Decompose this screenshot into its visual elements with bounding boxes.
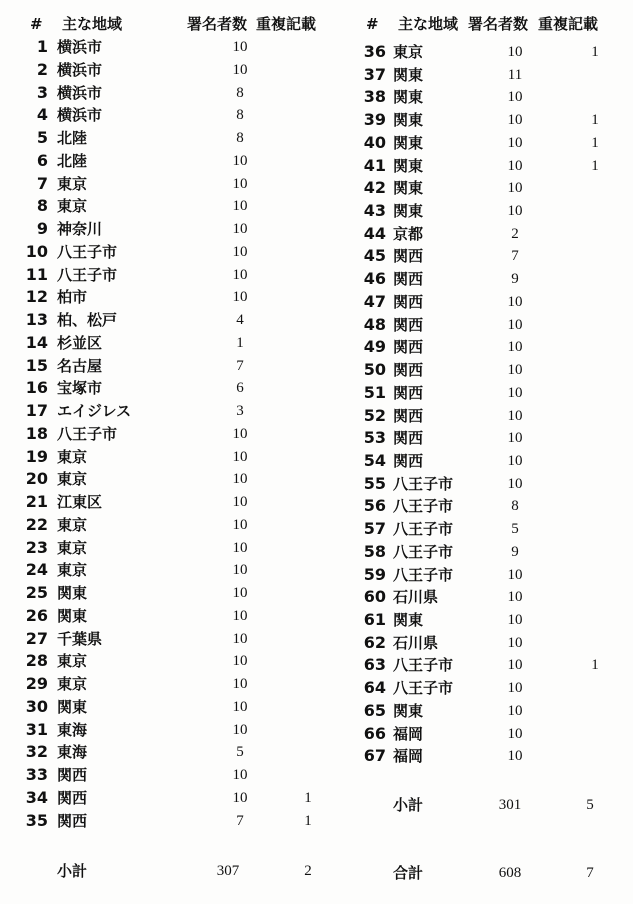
row-number: 17 — [25, 401, 48, 420]
row-number: 15 — [25, 355, 48, 375]
grand-total-signers: 608 — [498, 865, 522, 881]
row-duplicate — [296, 764, 320, 786]
row-number: 67 — [363, 746, 386, 766]
row-duplicate — [296, 127, 320, 149]
row-duplicate — [296, 719, 320, 741]
row-region: 関西 — [393, 247, 424, 266]
row-signers: 10 — [232, 516, 248, 533]
row-signers: 10 — [232, 425, 248, 442]
row-region: 名古屋 — [57, 356, 103, 375]
row-signers: 5 — [236, 744, 244, 761]
row-signers: 10 — [507, 293, 523, 310]
row-duplicate — [296, 537, 320, 559]
row-signers: 10 — [232, 653, 248, 670]
row-signers: 10 — [232, 39, 248, 55]
row-region: 石川県 — [393, 633, 439, 652]
row-number: 37 — [363, 64, 386, 84]
row-signers: 10 — [507, 384, 523, 401]
right-subtotal-signers: 301 — [498, 797, 522, 813]
row-signers: 10 — [232, 676, 248, 692]
row-duplicate: 1 — [304, 789, 312, 806]
row-signers: 10 — [232, 289, 248, 306]
row-region: 千葉県 — [57, 629, 103, 648]
row-duplicate — [583, 677, 607, 699]
row-signers: 10 — [232, 175, 248, 192]
row-region: 関西 — [393, 270, 424, 289]
row-region: 八王子市 — [393, 679, 454, 698]
row-number: 49 — [363, 337, 386, 357]
row-region: 柏、松戸 — [57, 311, 118, 329]
row-signers: 10 — [507, 748, 523, 765]
row-number: 14 — [25, 332, 48, 352]
row-region: 関西 — [393, 383, 424, 402]
row-number: 56 — [363, 496, 386, 516]
row-number: 35 — [25, 810, 48, 830]
row-number: 12 — [25, 287, 48, 307]
row-signers: 10 — [232, 585, 248, 601]
row-region: 京都 — [393, 224, 424, 243]
row-number: 7 — [36, 173, 48, 193]
row-duplicate — [583, 473, 607, 495]
row-region: エイジレス — [57, 402, 132, 420]
row-number: 62 — [363, 632, 386, 652]
row-duplicate — [583, 405, 607, 427]
row-duplicate — [296, 82, 320, 104]
row-duplicate — [583, 359, 607, 381]
row-duplicate: 1 — [591, 112, 599, 129]
row-signers: 2 — [511, 225, 519, 242]
row-number: 28 — [25, 651, 48, 671]
row-signers: 10 — [507, 702, 523, 719]
row-region: 江東区 — [57, 493, 103, 511]
row-number: 51 — [363, 382, 386, 402]
row-number: 48 — [363, 314, 386, 334]
row-region: 関東 — [393, 179, 424, 198]
row-signers: 10 — [507, 430, 523, 447]
row-region: 関西 — [57, 766, 88, 784]
row-region: 福岡 — [393, 747, 424, 766]
row-number: 43 — [363, 201, 386, 221]
row-number: 26 — [25, 605, 48, 625]
row-duplicate — [583, 700, 607, 722]
row-number: 6 — [36, 150, 48, 170]
row-duplicate — [583, 427, 607, 449]
row-signers: 7 — [511, 248, 519, 265]
row-region: 八王子市 — [393, 497, 454, 516]
row-duplicate — [296, 264, 320, 286]
right-header-region: 主な地域 — [398, 15, 459, 33]
row-number: 24 — [25, 560, 48, 580]
row-number: 55 — [363, 473, 386, 493]
row-number: 45 — [363, 246, 386, 266]
row-region: 柏市 — [57, 288, 88, 307]
row-duplicate — [583, 268, 607, 290]
row-duplicate — [296, 241, 320, 263]
row-number: 36 — [363, 42, 386, 61]
left-subtotal-signers: 307 — [216, 863, 240, 879]
row-signers: 8 — [236, 130, 244, 146]
row-duplicate — [296, 650, 320, 672]
row-number: 39 — [363, 110, 386, 130]
row-signers: 7 — [236, 812, 244, 829]
row-region: 八王子市 — [57, 265, 118, 284]
row-number: 4 — [36, 105, 48, 125]
row-signers: 10 — [507, 134, 523, 151]
row-duplicate — [583, 177, 607, 199]
left-subtotal-dup: 2 — [304, 863, 312, 879]
row-signers: 9 — [511, 543, 519, 560]
row-number: 18 — [25, 423, 48, 443]
row-duplicate — [296, 355, 320, 377]
row-number: 27 — [25, 628, 48, 648]
row-number: 50 — [363, 360, 386, 380]
row-region: 関西 — [393, 315, 424, 334]
row-signers: 8 — [511, 498, 519, 515]
row-duplicate — [296, 400, 320, 422]
row-number: 54 — [363, 450, 386, 470]
row-region: 八王子市 — [393, 474, 454, 493]
row-signers: 8 — [236, 107, 244, 124]
row-region: 東京 — [57, 538, 88, 557]
row-duplicate — [296, 150, 320, 172]
row-number: 57 — [363, 519, 386, 539]
row-duplicate — [296, 36, 320, 58]
row-region: 関東 — [393, 88, 424, 107]
row-number: 34 — [25, 787, 48, 807]
row-duplicate — [296, 628, 320, 650]
row-number: 31 — [25, 719, 48, 739]
row-signers: 10 — [507, 612, 523, 628]
row-number: 2 — [36, 59, 48, 79]
row-region: 関東 — [393, 202, 424, 221]
row-region: 東京 — [57, 447, 88, 466]
row-number: 16 — [25, 378, 48, 398]
row-signers: 10 — [507, 657, 523, 674]
row-region: 関東 — [393, 65, 424, 84]
row-duplicate — [296, 104, 320, 126]
row-signers: 10 — [507, 44, 523, 60]
row-region: 八王子市 — [57, 424, 118, 443]
row-signers: 10 — [232, 243, 248, 260]
row-signers: 10 — [507, 157, 523, 174]
row-signers: 10 — [232, 562, 248, 579]
row-number: 58 — [363, 541, 386, 561]
row-duplicate — [583, 495, 607, 517]
row-number: 33 — [25, 765, 48, 784]
row-duplicate — [583, 745, 607, 767]
row-number: 52 — [363, 405, 386, 425]
row-signers: 10 — [232, 607, 248, 624]
row-duplicate — [296, 377, 320, 399]
right-header-no: # — [366, 15, 379, 33]
row-duplicate — [296, 605, 320, 627]
row-duplicate — [583, 450, 607, 472]
row-number: 21 — [25, 492, 48, 511]
row-region: 東京 — [57, 197, 88, 216]
row-region: 八王子市 — [393, 656, 454, 675]
row-number: 44 — [363, 223, 386, 243]
row-duplicate — [296, 741, 320, 763]
row-number: 53 — [363, 428, 386, 448]
row-duplicate — [296, 423, 320, 445]
row-signers: 10 — [507, 362, 523, 379]
row-duplicate — [296, 491, 320, 513]
row-region: 関東 — [57, 584, 88, 602]
row-signers: 10 — [507, 566, 523, 583]
row-region: 関西 — [393, 338, 424, 357]
row-region: 横浜市 — [57, 83, 103, 102]
row-duplicate — [296, 309, 320, 331]
row-duplicate — [296, 468, 320, 490]
row-number: 22 — [25, 514, 48, 534]
row-signers: 10 — [232, 494, 248, 510]
row-duplicate: 1 — [591, 134, 599, 151]
row-number: 13 — [25, 310, 48, 329]
row-signers: 10 — [507, 407, 523, 424]
row-duplicate — [296, 195, 320, 217]
row-number: 8 — [36, 196, 48, 216]
row-duplicate — [583, 723, 607, 745]
row-region: 北陸 — [57, 151, 88, 170]
row-signers: 10 — [232, 539, 248, 556]
row-signers: 10 — [507, 589, 523, 606]
row-region: 関西 — [393, 429, 424, 448]
row-region: 福岡 — [393, 724, 424, 743]
left-header-region: 主な地域 — [62, 15, 123, 33]
row-signers: 10 — [232, 630, 248, 647]
row-number: 20 — [25, 469, 48, 489]
row-duplicate — [583, 541, 607, 563]
row-duplicate — [583, 564, 607, 586]
row-region: 八王子市 — [393, 565, 454, 584]
row-region: 八王子市 — [57, 242, 118, 261]
row-number: 42 — [363, 178, 386, 198]
row-number: 9 — [36, 219, 48, 238]
row-signers: 1 — [236, 334, 244, 351]
row-region: 関東 — [393, 701, 424, 720]
row-signers: 5 — [511, 521, 519, 538]
row-signers: 10 — [507, 634, 523, 651]
row-number: 61 — [363, 610, 386, 629]
row-region: 八王子市 — [393, 542, 454, 561]
row-number: 10 — [25, 241, 48, 261]
row-duplicate — [296, 673, 320, 695]
row-number: 65 — [363, 700, 386, 720]
row-signers: 10 — [232, 266, 248, 283]
row-region: 東京 — [57, 515, 88, 534]
row-signers: 10 — [232, 198, 248, 215]
row-number: 41 — [363, 155, 386, 175]
row-number: 47 — [363, 291, 386, 311]
row-duplicate — [296, 514, 320, 536]
row-signers: 10 — [232, 448, 248, 465]
row-signers: 10 — [232, 789, 248, 806]
row-duplicate — [583, 314, 607, 336]
row-duplicate — [583, 382, 607, 404]
row-signers: 10 — [507, 89, 523, 106]
right-header-signers: 署名者数 — [468, 15, 529, 33]
row-duplicate: 1 — [591, 657, 599, 674]
row-number: 60 — [363, 587, 386, 607]
row-number: 63 — [363, 655, 386, 675]
row-region: 関東 — [393, 156, 424, 175]
row-number: 3 — [36, 82, 48, 102]
row-duplicate — [296, 332, 320, 354]
left-header-no: # — [30, 15, 43, 33]
row-signers: 10 — [507, 203, 523, 220]
row-number: 25 — [25, 583, 48, 602]
row-duplicate — [583, 223, 607, 245]
row-duplicate — [583, 336, 607, 358]
row-number: 29 — [25, 674, 48, 693]
row-duplicate — [296, 559, 320, 581]
row-region: 東京 — [57, 652, 88, 671]
row-signers: 10 — [232, 471, 248, 488]
row-duplicate — [296, 696, 320, 718]
row-region: 関西 — [393, 292, 424, 311]
row-number: 23 — [25, 537, 48, 557]
row-region: 関西 — [57, 788, 88, 807]
row-duplicate — [583, 609, 607, 631]
row-region: 関東 — [393, 133, 424, 152]
row-region: 横浜市 — [57, 106, 103, 125]
grand-total-label: 合計 — [393, 864, 424, 882]
row-duplicate — [583, 200, 607, 222]
row-duplicate — [583, 291, 607, 313]
row-duplicate — [583, 632, 607, 654]
row-signers: 3 — [236, 403, 244, 419]
row-region: 東京 — [57, 675, 88, 693]
row-region: 関西 — [393, 451, 424, 470]
row-number: 38 — [363, 87, 386, 107]
row-region: 東海 — [57, 720, 88, 739]
row-duplicate: 1 — [591, 157, 599, 174]
row-number: 19 — [25, 446, 48, 466]
row-signers: 10 — [507, 316, 523, 333]
row-duplicate — [296, 446, 320, 468]
row-signers: 10 — [507, 452, 523, 469]
row-number: 64 — [363, 678, 386, 698]
row-region: 関東 — [57, 606, 88, 625]
right-subtotal-dup: 5 — [586, 797, 594, 813]
row-region: 杉並区 — [57, 333, 103, 352]
row-region: 関西 — [393, 361, 424, 380]
row-signers: 10 — [232, 698, 248, 715]
grand-total-dup: 7 — [586, 865, 594, 881]
row-signers: 10 — [507, 725, 523, 742]
row-signers: 10 — [507, 180, 523, 197]
row-number: 5 — [36, 128, 48, 147]
row-duplicate — [296, 286, 320, 308]
row-region: 東京 — [57, 561, 88, 580]
left-header-dup: 重複記載 — [256, 15, 317, 33]
row-signers: 8 — [236, 84, 244, 101]
row-region: 宝塚市 — [57, 379, 103, 398]
row-region: 関東 — [393, 611, 424, 629]
row-region: 神奈川 — [57, 220, 103, 238]
row-number: 40 — [363, 132, 386, 152]
row-signers: 10 — [507, 339, 523, 356]
right-subtotal-label: 小計 — [393, 796, 424, 814]
row-signers: 4 — [236, 312, 244, 328]
row-region: 八王子市 — [393, 520, 454, 539]
row-duplicate — [583, 86, 607, 108]
row-region: 関東 — [393, 111, 424, 130]
row-duplicate — [583, 245, 607, 267]
row-number: 66 — [363, 723, 386, 743]
row-region: 関西 — [57, 811, 88, 830]
row-duplicate — [296, 218, 320, 240]
row-number: 32 — [25, 742, 48, 762]
row-number: 1 — [36, 37, 48, 56]
row-signers: 9 — [511, 271, 519, 288]
left-header-signers: 署名者数 — [187, 15, 248, 33]
left-subtotal-label: 小計 — [57, 862, 88, 880]
row-number: 46 — [363, 269, 386, 289]
row-signers: 10 — [232, 221, 248, 237]
row-duplicate: 1 — [591, 44, 599, 60]
row-signers: 11 — [507, 66, 523, 83]
row-duplicate — [296, 582, 320, 604]
row-duplicate — [296, 59, 320, 81]
row-signers: 10 — [232, 767, 248, 783]
row-signers: 10 — [232, 721, 248, 738]
row-region: 東京 — [393, 43, 424, 61]
row-number: 59 — [363, 564, 386, 584]
row-duplicate: 1 — [304, 812, 312, 829]
row-region: 横浜市 — [57, 60, 103, 79]
row-duplicate — [583, 586, 607, 608]
row-region: 東京 — [57, 470, 88, 489]
row-region: 東海 — [57, 743, 88, 762]
row-signers: 10 — [232, 152, 248, 169]
row-signers: 10 — [232, 61, 248, 78]
row-number: 30 — [25, 696, 48, 716]
row-duplicate — [583, 64, 607, 86]
row-number: 11 — [25, 264, 48, 284]
row-region: 関東 — [57, 697, 88, 716]
row-signers: 6 — [236, 380, 244, 397]
row-region: 横浜市 — [57, 38, 103, 56]
row-duplicate — [583, 518, 607, 540]
right-header-dup: 重複記載 — [538, 15, 599, 33]
row-signers: 10 — [507, 680, 523, 697]
row-region: 北陸 — [57, 129, 88, 147]
row-signers: 10 — [507, 112, 523, 129]
row-region: 石川県 — [393, 588, 439, 607]
row-signers: 7 — [236, 357, 244, 374]
row-region: 関西 — [393, 406, 424, 425]
row-duplicate — [296, 173, 320, 195]
row-region: 東京 — [57, 174, 88, 193]
row-signers: 10 — [507, 475, 523, 492]
